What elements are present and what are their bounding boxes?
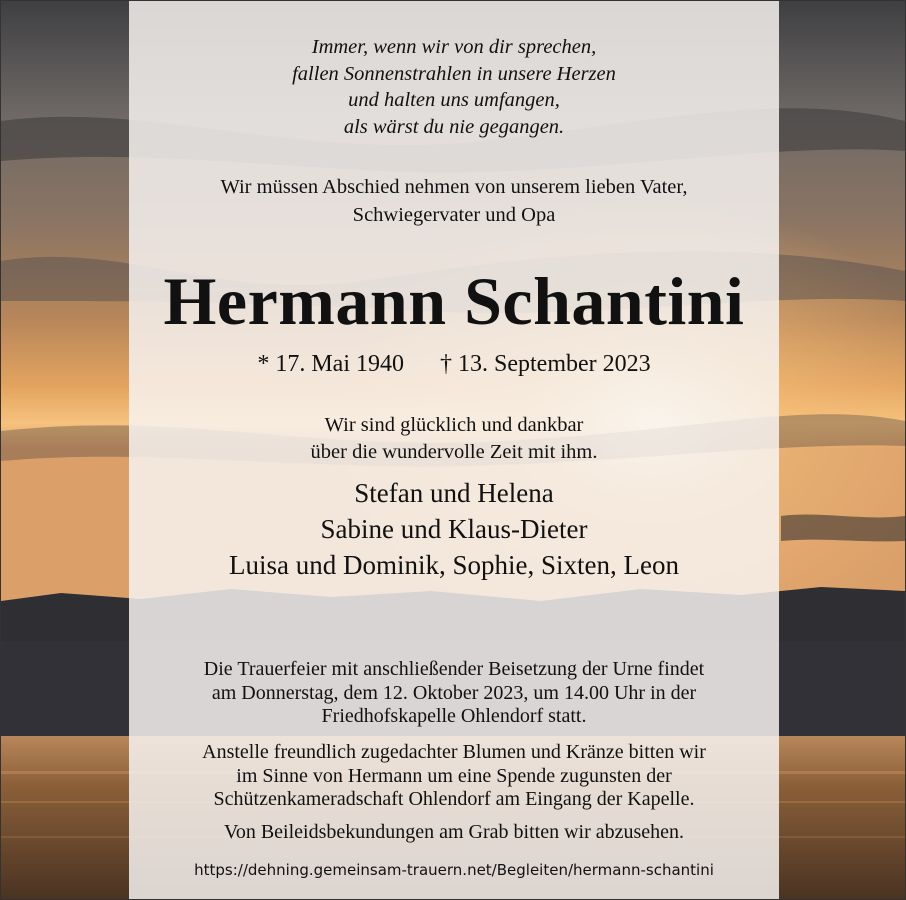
mourner-line: Luisa und Dominik, Sophie, Sixten, Leon (229, 550, 679, 580)
intro-line: Wir müssen Abschied nehmen von unserem lieben Vater, (220, 176, 688, 198)
service-line: Friedhofskapelle Ohlendorf statt. (321, 705, 587, 727)
intro-line: Schwiegervater und Opa (352, 204, 556, 226)
gratitude-text (129, 412, 779, 466)
mourners-list (129, 475, 779, 583)
memorial-verse (129, 34, 779, 140)
donation-request (129, 741, 779, 812)
funeral-service-info (129, 658, 779, 729)
death-date: † 13. September 2023 (440, 351, 651, 377)
condolence-note: Von Beileidsbekundungen am Grab bitten wir abzusehen. (223, 821, 685, 843)
deceased-name: Hermann Schantini (163, 263, 745, 339)
mourner-line: Sabine und Klaus-Dieter (320, 514, 588, 544)
verse-line: und halten uns umfangen, (348, 89, 560, 111)
life-dates (129, 348, 779, 380)
donation-line: im Sinne von Hermann um eine Spende zugunsten der (236, 764, 672, 787)
farewell-intro (129, 173, 779, 229)
service-line: am Donnerstag, dem 12. Oktober 2023, um 14.00 Uhr in der (211, 681, 697, 704)
birth-date: * 17. Mai 1940 (257, 351, 405, 377)
mourner-line: Stefan und Helena (354, 478, 554, 508)
text-panel (129, 1, 779, 899)
service-line: Die Trauerfeier mit anschließender Beisetzung der Urne findet (203, 658, 705, 680)
gratitude-line: Wir sind glücklich und dankbar (324, 414, 584, 436)
donation-line: Schützenkameradschaft Ohlendorf am Eingang der Kapelle. (213, 788, 695, 810)
memorial-url[interactable]: https://dehning.gemeinsam-trauern.net/Begleiten/hermann-schantini (194, 861, 714, 879)
gratitude-line: über die wundervolle Zeit mit ihm. (310, 441, 598, 463)
verse-line: Immer, wenn wir von dir sprechen, (311, 36, 597, 58)
verse-line: fallen Sonnenstrahlen in unsere Herzen (292, 62, 616, 85)
donation-line: Anstelle freundlich zugedachter Blumen und Kränze bitten wir (202, 741, 706, 763)
verse-line: als wärst du nie gegangen. (343, 115, 565, 138)
